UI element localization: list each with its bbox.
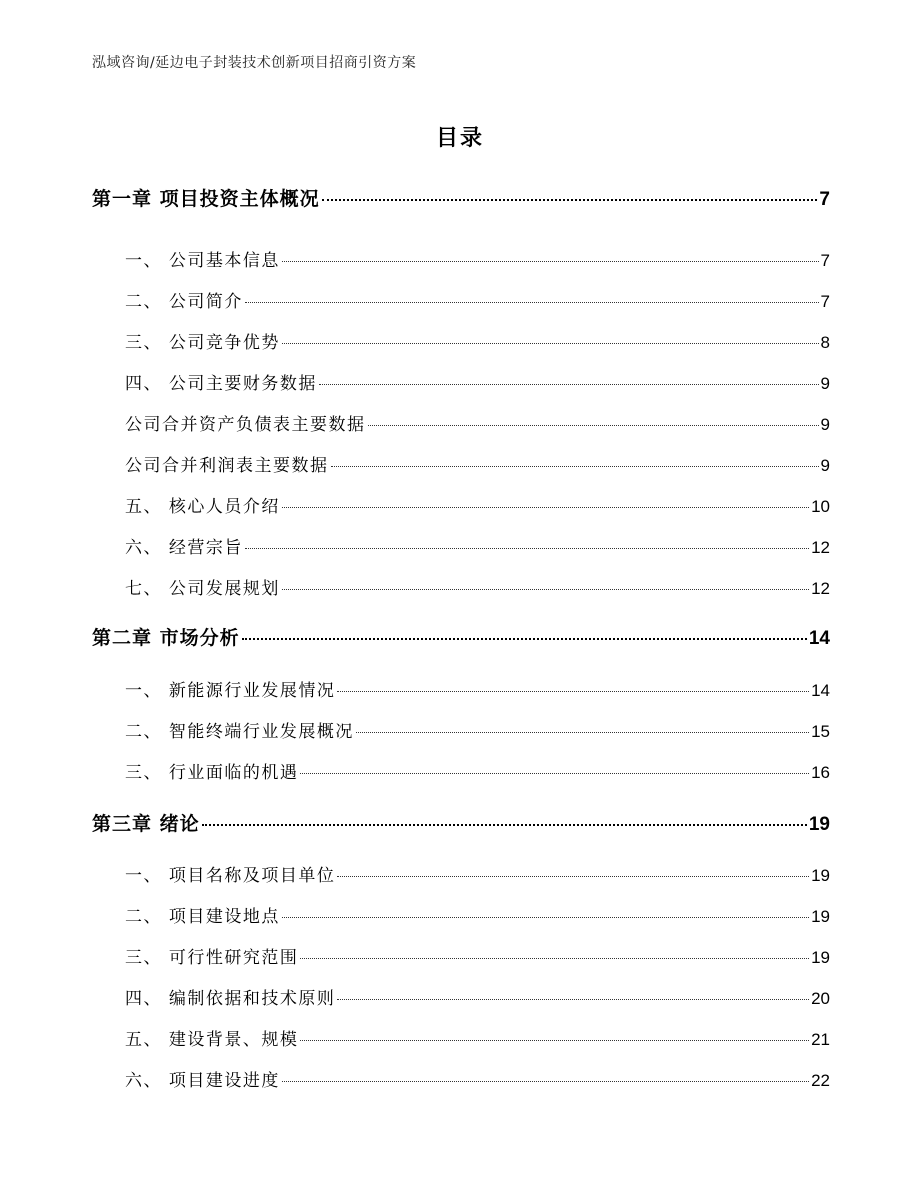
dot-leader: [337, 691, 809, 692]
toc-entry-label: 二、 项目建设地点: [125, 907, 280, 927]
toc-entry-page: 19: [808, 814, 830, 835]
dot-leader: [202, 824, 807, 826]
dot-leader: [282, 1081, 809, 1082]
dot-leader: [282, 261, 819, 262]
toc-entry-page: 14: [808, 628, 830, 649]
dot-leader: [337, 999, 809, 1000]
toc-entry-label: 三、 公司竞争优势: [125, 333, 280, 353]
toc-entry-chapter-1[interactable]: [92, 184, 830, 211]
dot-leader: [282, 507, 809, 508]
toc-entry-section[interactable]: [125, 574, 830, 599]
toc-entry-label: 四、 公司主要财务数据: [125, 374, 317, 394]
dot-leader: [356, 732, 809, 733]
dot-leader: [245, 548, 809, 549]
toc-entry-label: 二、 公司简介: [125, 292, 243, 312]
toc-entry-section[interactable]: [125, 246, 830, 271]
toc-entry-section[interactable]: [125, 533, 830, 558]
toc-entry-section[interactable]: [125, 328, 830, 353]
dot-leader: [319, 384, 819, 385]
dot-leader: [282, 917, 809, 918]
toc-entry-subsection[interactable]: [125, 410, 830, 435]
toc-entry-label: 第一章 项目投资主体概况: [92, 188, 320, 210]
toc-entry-label: 七、 公司发展规划: [125, 579, 280, 599]
toc-entry-section[interactable]: [125, 758, 830, 783]
toc-entry-label: 第三章 绪论: [92, 813, 200, 835]
toc-entry-page: 16: [811, 763, 830, 782]
dot-leader: [337, 876, 809, 877]
dot-leader: [282, 343, 819, 344]
table-of-contents: [92, 0, 830, 1191]
toc-entry-label: 一、 项目名称及项目单位: [125, 866, 336, 886]
toc-entry-page: 8: [820, 333, 830, 352]
toc-entry-page: 9: [820, 374, 830, 393]
toc-entry-section[interactable]: [125, 943, 830, 968]
toc-entry-label: 一、 公司基本信息: [125, 251, 280, 271]
toc-entry-page: 12: [811, 538, 830, 557]
toc-entry-label: 三、 可行性研究范围: [125, 948, 299, 968]
toc-entry-label: 四、 编制依据和技术原则: [125, 989, 336, 1009]
dot-leader: [242, 638, 807, 640]
toc-entry-page: 19: [811, 866, 830, 885]
toc-entry-label: 三、 行业面临的机遇: [125, 763, 299, 783]
toc-entry-label: 五、 建设背景、规模: [125, 1030, 299, 1050]
dot-leader: [300, 773, 809, 774]
toc-entry-page: 7: [819, 189, 830, 210]
toc-entry-page: 19: [811, 948, 830, 967]
toc-entry-page: 14: [811, 681, 830, 700]
toc-entry-page: 20: [811, 989, 830, 1008]
toc-entry-page: 7: [820, 292, 830, 311]
toc-entry-page: 9: [820, 415, 830, 434]
toc-entry-label: 公司合并资产负债表主要数据: [125, 415, 366, 435]
dot-leader: [368, 425, 819, 426]
toc-entry-section[interactable]: [125, 492, 830, 517]
dot-leader: [331, 466, 819, 467]
toc-entry-page: 21: [811, 1030, 830, 1049]
toc-entry-section[interactable]: [125, 984, 830, 1009]
dot-leader: [322, 199, 818, 201]
toc-entry-section[interactable]: [125, 1066, 830, 1091]
toc-title: 目录: [435, 126, 484, 151]
toc-entry-page: 7: [820, 251, 830, 270]
toc-entry-chapter-3[interactable]: [92, 809, 830, 836]
dot-leader: [282, 589, 809, 590]
toc-entry-label: 一、 新能源行业发展情况: [125, 681, 336, 701]
toc-entry-label: 六、 经营宗旨: [125, 538, 243, 558]
toc-entry-label: 第二章 市场分析: [92, 627, 240, 649]
toc-entry-chapter-2[interactable]: [92, 623, 830, 650]
dot-leader: [300, 1040, 809, 1041]
toc-entry-section[interactable]: [125, 287, 830, 312]
toc-entry-label: 六、 项目建设进度: [125, 1071, 280, 1091]
toc-entry-section[interactable]: [125, 369, 830, 394]
dot-leader: [245, 302, 819, 303]
toc-entry-page: 9: [820, 456, 830, 475]
toc-entry-subsection[interactable]: [125, 451, 830, 476]
toc-entry-section[interactable]: [125, 717, 830, 742]
toc-entry-section[interactable]: [125, 1025, 830, 1050]
toc-entry-section[interactable]: [125, 676, 830, 701]
toc-entry-label: 五、 核心人员介绍: [125, 497, 280, 517]
toc-entry-page: 19: [811, 907, 830, 926]
toc-entry-label: 公司合并利润表主要数据: [125, 456, 329, 476]
dot-leader: [300, 958, 809, 959]
page-header: 泓域咨询/延边电子封装技术创新项目招商引资方案: [92, 55, 417, 71]
toc-entry-page: 22: [811, 1071, 830, 1090]
toc-entry-label: 二、 智能终端行业发展概况: [125, 722, 354, 742]
toc-entry-page: 15: [811, 722, 830, 741]
toc-entry-page: 10: [811, 497, 830, 516]
toc-entry-section[interactable]: [125, 861, 830, 886]
toc-entry-page: 12: [811, 579, 830, 598]
toc-entry-section[interactable]: [125, 902, 830, 927]
